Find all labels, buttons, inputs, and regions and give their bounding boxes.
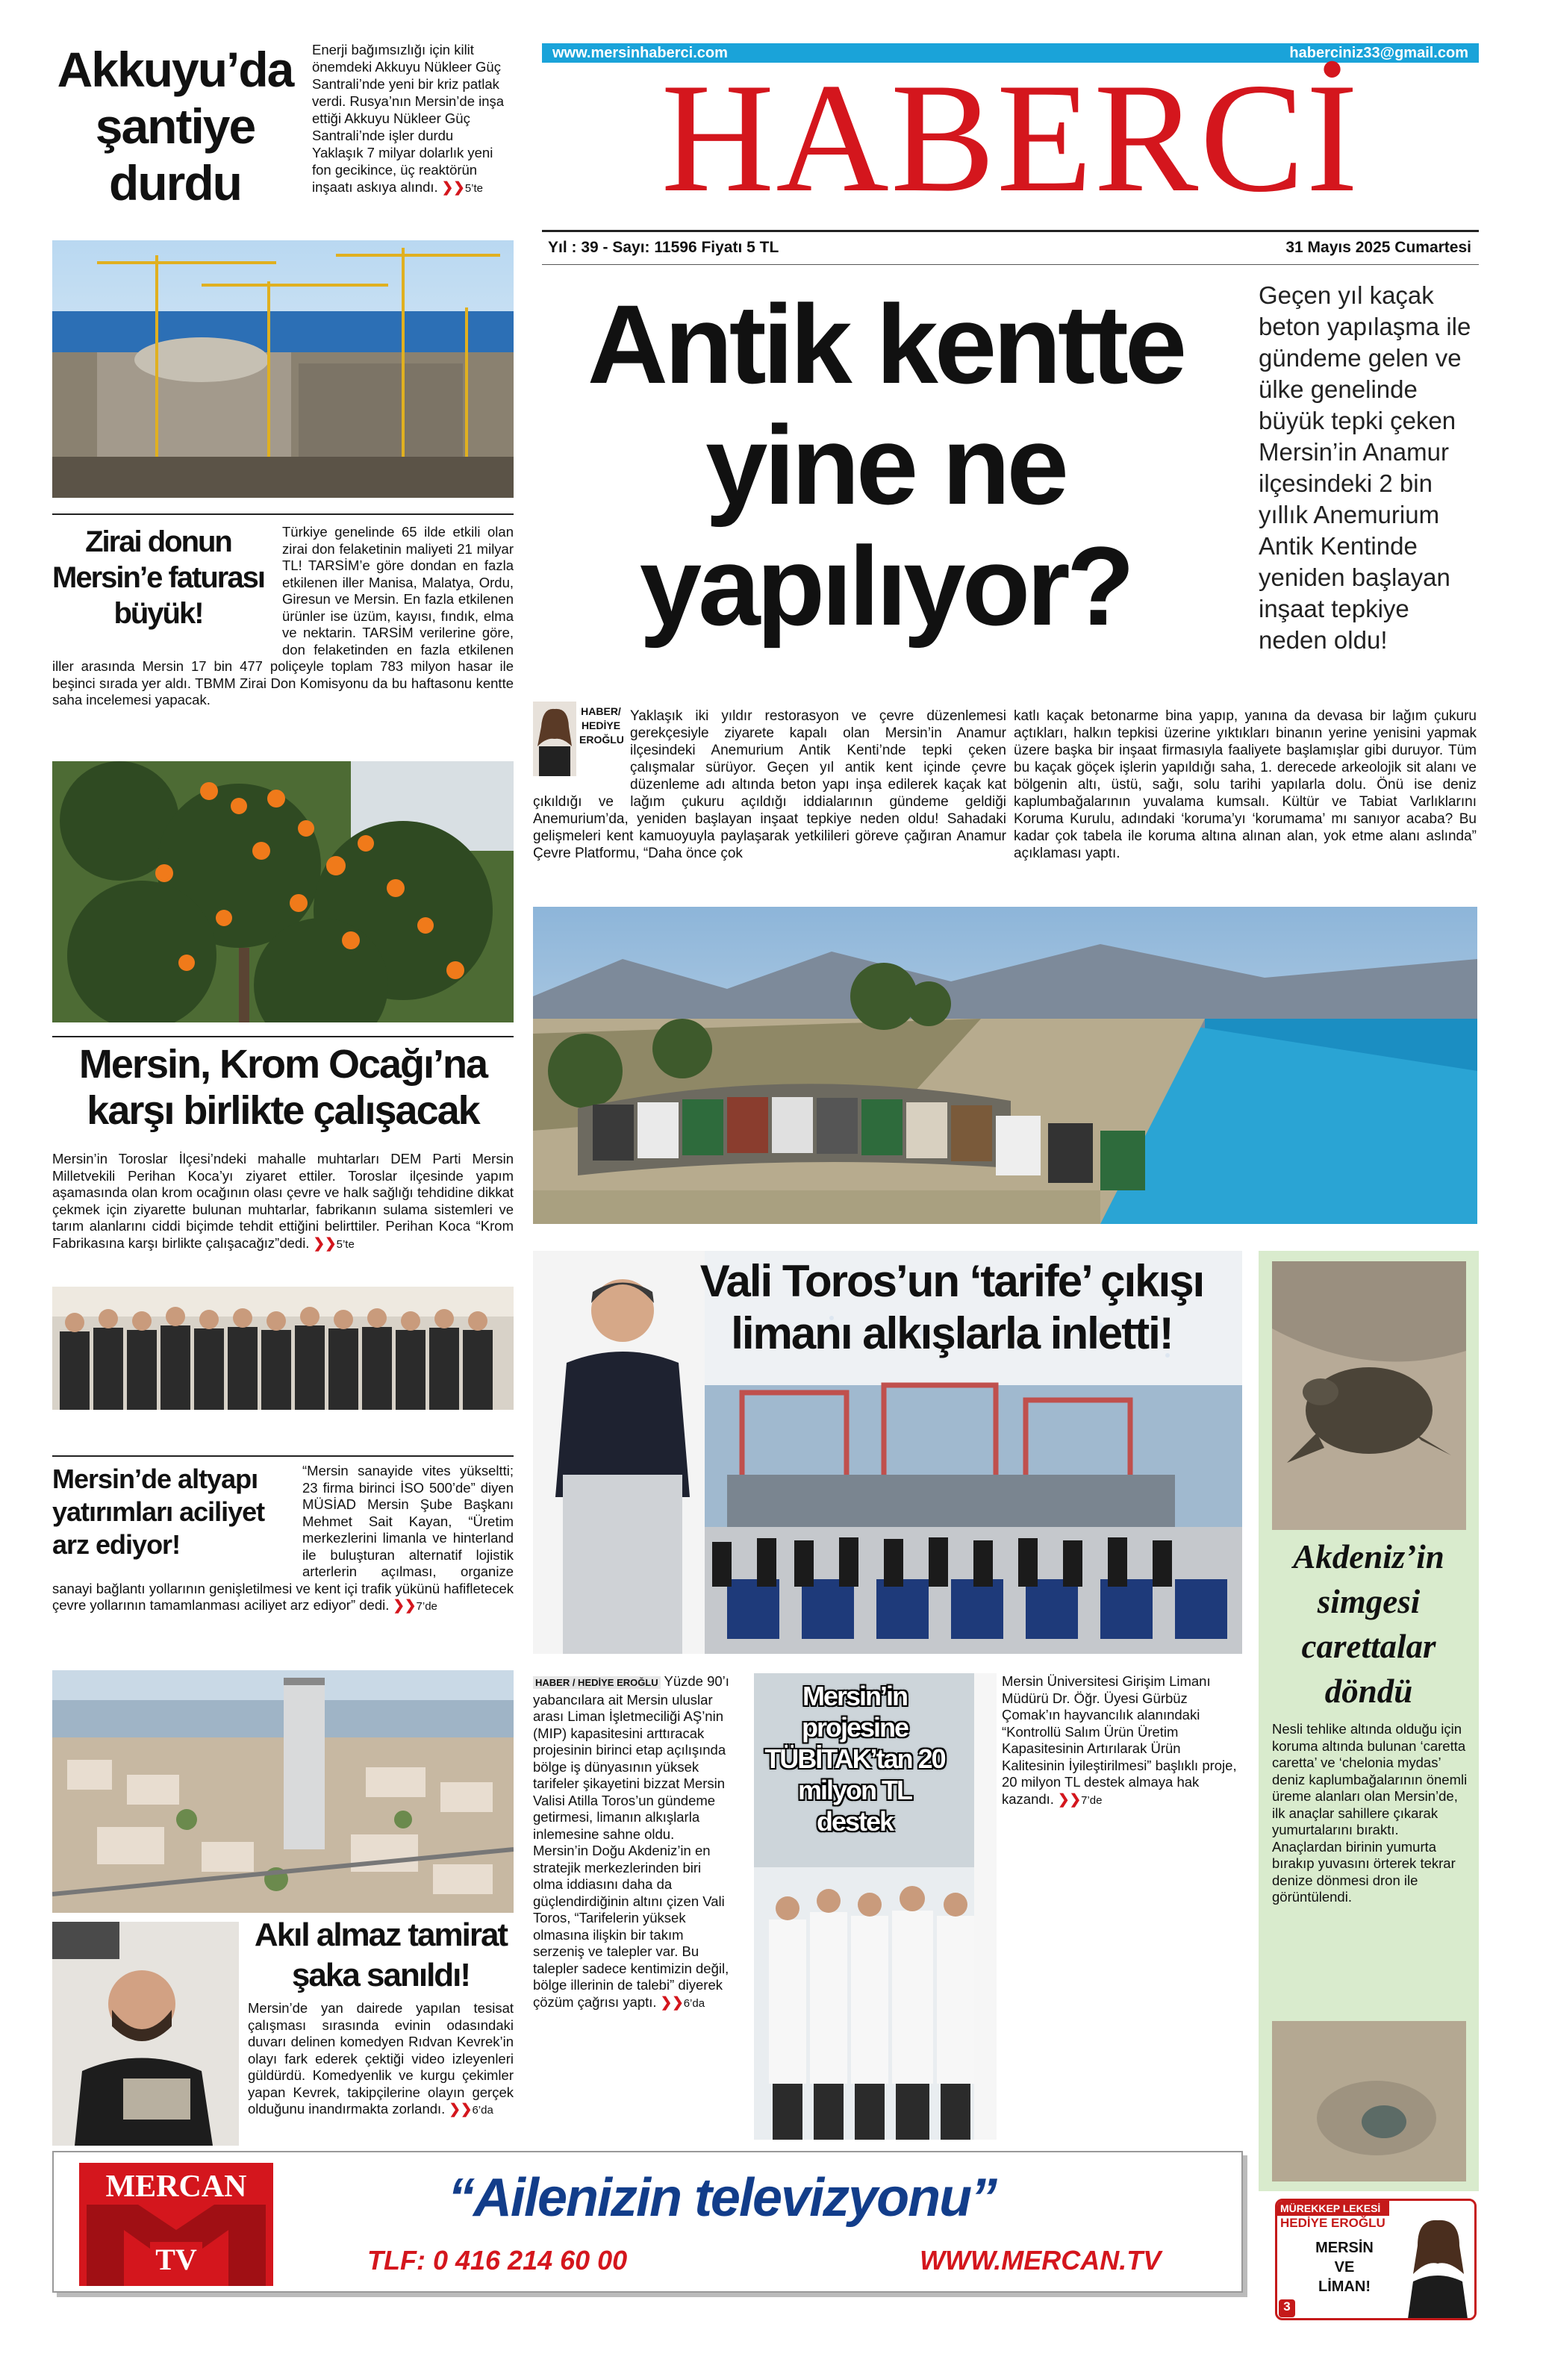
anemurium-image xyxy=(533,907,1477,1224)
column-page-number: 3 xyxy=(1279,2299,1295,2317)
column-photo xyxy=(1397,2207,1475,2319)
turtle-image xyxy=(1272,1261,1466,1530)
akkuyu-ref[interactable]: 5’te xyxy=(464,182,483,195)
mercan-ad[interactable] xyxy=(52,2151,1243,2293)
akil-headline[interactable]: Akıl almaz tamirat şaka sanıldı! xyxy=(254,1917,508,1993)
altyapi-headline[interactable]: Mersin’de altyapı yatırımları aciliyet arz ediyor! xyxy=(52,1464,265,1560)
arrow-icon: ❯❯ xyxy=(1058,1790,1082,1807)
akkuyu-headline[interactable]: Akkuyu’da şantiye durdu xyxy=(57,42,293,210)
main-headline[interactable]: Antik kentte yine ne yapılıyor? xyxy=(587,281,1184,649)
krom-body: Mersin’in Toroslar İlçesi’ndeki mahalle muhtarları DEM Parti Mersin Milletvekili Perihan Koca’yı ziyaret ettiler. Toroslar ilçesinde yapım aşamasında olan krom ocağının olası çevre ve halk sağlığı tehdidine dikkat çekmek için ziyarette bulunan muhtarlar, fabrikanın sulama sistemleri ve tarım alanlarını ciddi biçimde tehdit ettiğini belirttiler. Perihan Koca “Krom Fabrikasına karşı birlikte çalışacağız”dedi. xyxy=(52,1151,514,1251)
mercan-logo-tv: TV xyxy=(150,2242,202,2277)
tubitak-headline[interactable]: Mersin’in projesine TÜBİTAK’tan 20 milyon TL destek xyxy=(764,1681,945,1837)
ad-phone[interactable]: TLF: 0 416 214 60 00 xyxy=(367,2245,628,2276)
mercan-logo-text: MERCAN xyxy=(79,2169,273,2205)
vali-ref[interactable]: 6’da xyxy=(683,1996,705,2010)
vali-body: Yüzde 90’ı yabancılara ait Mersin uluslar arası Liman İşletmeciliği AŞ’nin (MIP) kapasitesini arttıracak projesinin birinci etap açılışında bölge iş dünyasının yüksek tarifeler şikayetini bizzat Mersin Valisi Atilla Toros’un gündeme getirmesi, limanın alkışlarla inlemesine sahne oldu. Mersin’in Doğu Akdeniz’in en stratejik merkezlerinden biri olma iddiasını daha da güçlendirdiğinin altını çizen Vali Toros, “Tarifelerin yüksek olmasına ilişkin bir takım serzeniş ve talepler var. Bu talepler sadece kentimizin değil, bölge illerinin de talebi” diyerek çözüm çağrısı yaptı. xyxy=(533,1673,729,2010)
divider xyxy=(52,513,514,515)
altyapi-text xyxy=(52,1463,514,1616)
akdeniz-headline[interactable]: Akdeniz’in simgesi carettalar döndü xyxy=(1293,1538,1444,1710)
byline-label: HABER/ HEDİYE EROĞLU xyxy=(579,705,624,746)
main-deck: Geçen yıl kaçak beton yapılaşma ile gündeme gelen ve ülke genelinde büyük tepki çeken Mersin’in Anamur ilçesindeki 2 bin yıllık Anemurium Antik Kentinde yeniden başlayan inşaat tepkiye neden oldu! xyxy=(1259,281,1471,654)
akkuyu-text xyxy=(312,41,508,197)
main-col2: katlı kaçak betonarme bina yapıp, yanına da devasa bir lağım çukuru açtıkları, halkın tepkisi üzerine yıktıkları binanın yerine yenisini yapmak üzere başka bir inşaat firmasıyla faaliyete başlamışlar gibi duruyor. Tüm bu kaçak göçek işlerin yapıldığı saha, 1. derecede arkeolojik sit alanı ve bölgenin altı, üstü, sağı, solu tarihi yapılarla dolu. Önü ise deniz kaplumbağalarının yuvalama kumsalı. Kültür ve Tabiat Varlıklarını Koruma Kurulu, adındaki ‘koruma’yı ‘korumama’ mı sanıyor acaba? Bu kadar çok tabela ile koruma altına alınan alan, yok etme alanı aslında” açıklaması yaptı. xyxy=(1014,708,1477,861)
masthead-email[interactable]: haberciniz33@gmail.com xyxy=(1289,45,1468,61)
city-image xyxy=(52,1670,514,1913)
masthead-url[interactable]: www.mersinhaberci.com xyxy=(552,45,728,61)
masthead xyxy=(542,43,1479,267)
vali-byline: HABER / HEDİYE EROĞLU xyxy=(533,1676,661,1689)
arrow-icon: ❯❯ xyxy=(441,179,465,195)
arrow-icon: ❯❯ xyxy=(660,1993,684,2010)
akil-text xyxy=(52,2000,514,2138)
main-photo[interactable] xyxy=(533,907,1477,1224)
construction-image xyxy=(52,240,514,498)
column-box[interactable] xyxy=(1275,2199,1477,2320)
main-col1 xyxy=(533,708,1006,862)
column-author: HEDİYE EROĞLU xyxy=(1280,2216,1385,2230)
nest-image xyxy=(1272,2021,1466,2181)
masthead-rule xyxy=(542,230,1479,232)
column-label: MÜREKKEP LEKESİ xyxy=(1277,2201,1389,2216)
krom-photo[interactable] xyxy=(52,1287,514,1410)
column-title: MERSİN VE LİMAN! xyxy=(1315,2240,1374,2295)
tubitak-ref[interactable]: 7’de xyxy=(1081,1793,1103,1807)
turtle-photo[interactable] xyxy=(1272,1261,1466,1530)
krom-headline[interactable]: Mersin, Krom Ocağı’na karşı birlikte çalışacak xyxy=(78,1042,487,1133)
orange-tree-image xyxy=(52,761,514,1022)
vali-text xyxy=(533,1673,733,2012)
masthead-logo: HABERCİ xyxy=(661,51,1360,225)
ad-slogan: “Ailenizin televizyonu” xyxy=(447,2168,997,2228)
akkuyu-body: Enerji bağımsızlığı için kilit önemdeki Akkuyu Nükleer Güç Santrali’nde yeni bir kriz patlak verdi. Rusya’nın Mersin’de inşa ettiği Akkuyu Nükleer Güç Santrali’nde işler durdu Yaklaşık 7 milyar dolarlık yeni fon gecikince, üç reaktörün inşaatı askıya alındı. xyxy=(312,42,505,195)
issue-date: 31 Mayıs 2025 Cumartesi xyxy=(1285,239,1471,256)
zirai-headline[interactable]: Zirai donun Mersin’e faturası büyük! xyxy=(52,525,264,630)
zirai-body: Türkiye genelinde 65 ilde etkili olan zirai don felaketinin maliyeti 21 milyar TL! TARSİM’e göre dondan en fazla etkilenen iller Manisa, Malatya, Ordu, Giresun ve Mersin. En fazla etkilenen ürünler ise üzüm, kayısı, fındık, elma ve nektarin. TARSİM verilerine göre, don felaketinden en fazla etkilenen iller arasında Mersin 17 bin 477 poliçeyle toplam 783 milyon hasar ile beşinci sırada yer aldı. TBMM Zirai Don Komisyonu da bu haftasonu kentte saha incelemesi yapacak. xyxy=(52,524,514,708)
arrow-icon: ❯❯ xyxy=(313,1234,337,1251)
arrow-icon: ❯❯ xyxy=(449,2101,473,2117)
akkuyu-photo[interactable] xyxy=(52,240,514,498)
akil-body: Mersin’de yan dairede yapılan tesisat çalışması sırasında evinin odasındaki duvarı delinen komedyen Rıdvan Kevrek’in olayı fark ederek çektiği video izleyenleri güldürdü. Komedyenlik ve kurgu çekimler yapan Kevrek, takipçilerine olayın gerçek olduğunu inandırmakta zorlandı. xyxy=(248,2000,514,2117)
tubitak-text xyxy=(997,1673,1244,1809)
tubitak-body: Mersin Üniversitesi Girişim Limanı Müdürü Dr. Öğr. Üyesi Gürbüz Çomak’ın hayvancılık alanındaki “Kontrollü Salım Ürün Üretim Kapasitesinin Artırılarak Ürün Kalitesinin İyileştirilmesi” başlıklı proje, 20 milyon TL destek almaya hak kazandı. xyxy=(1002,1673,1237,1807)
krom-text xyxy=(52,1151,514,1253)
main-col1-text: Yaklaşık iki yıldır restorasyon ve çevre düzenlemesi gerekçesiyle ziyarete kapalı olan Mersin’in Anamur ilçesindeki Anemurium Antik Kenti’nde tepki çeken çalışmalar sürüyor. Geçen yıl antik kent içinde çevre düzenleme adı altında beton yapı inşa edilerek kaçak kat çıkıldığı ve lağım çukuru açıldığı iddialarının gündeme geldiği Anemurium’da, yeniden başlayan inşaat tepkiye neden oldu! Sahadaki gelişmeleri kent kamuoyuyla paylaşarak yetkilileri göreve çağıran Anamur Çevre Platformu, “Daha önce çok xyxy=(533,708,1006,861)
arrow-icon: ❯❯ xyxy=(393,1597,417,1613)
vali-headline[interactable]: Vali Toros’un ‘tarife’ çıkışı limanı alkışlarla inletti! xyxy=(699,1256,1204,1358)
akdeniz-body: Nesli tehlike altında olduğu için koruma altında bulunan ‘caretta caretta’ ve ‘chelonia mydas’ deniz kaplumbağalarının önemli üreme alanları olan Mersin’de, ilk anaçlar sahillere çıkarak yumurtalarını bıraktı. Anaçlardan birinin yumurta bırakıp yuvasını örterek tekrar denize dönmesi dron ile görüntülendi. xyxy=(1272,1721,1468,1905)
akil-ref[interactable]: 6’da xyxy=(472,2104,493,2117)
zirai-body-box xyxy=(52,524,514,709)
masthead-rule-bottom xyxy=(542,264,1479,265)
group-photo xyxy=(52,1287,514,1410)
altyapi-ref[interactable]: 7’de xyxy=(416,1600,437,1613)
author-portrait xyxy=(1397,2207,1475,2319)
nest-photo[interactable] xyxy=(1272,2021,1466,2181)
issue-info: Yıl : 39 - Sayı: 11596 Fiyatı 5 TL xyxy=(548,239,779,256)
zirai-photo[interactable] xyxy=(52,761,514,1022)
akdeniz-box xyxy=(1259,1251,1479,2191)
divider xyxy=(52,1455,514,1457)
divider xyxy=(52,1036,514,1037)
altyapi-photo[interactable] xyxy=(52,1670,514,1913)
ad-website[interactable]: WWW.MERCAN.TV xyxy=(920,2245,1162,2276)
krom-ref[interactable]: 5’te xyxy=(336,1237,355,1251)
mercan-logo[interactable] xyxy=(79,2163,273,2286)
altyapi-body: “Mersin sanayide vites yükseltti; 23 firma birinci İSO 500’de” diyen MÜSİAD Mersin Şube Başkanı Mehmet Sait Kayan, “Üretim merkezlerini limanla ve hinterland ile buluşturan alternatif lojistik arterlerin açılması, organize sanayi bağlantı yollarının genişletilmesi ve kent içi trafik yükünü hafifletecek çevre yollarının tamamlanması aciliyet arz ediyor” dedi. xyxy=(52,1463,514,1613)
